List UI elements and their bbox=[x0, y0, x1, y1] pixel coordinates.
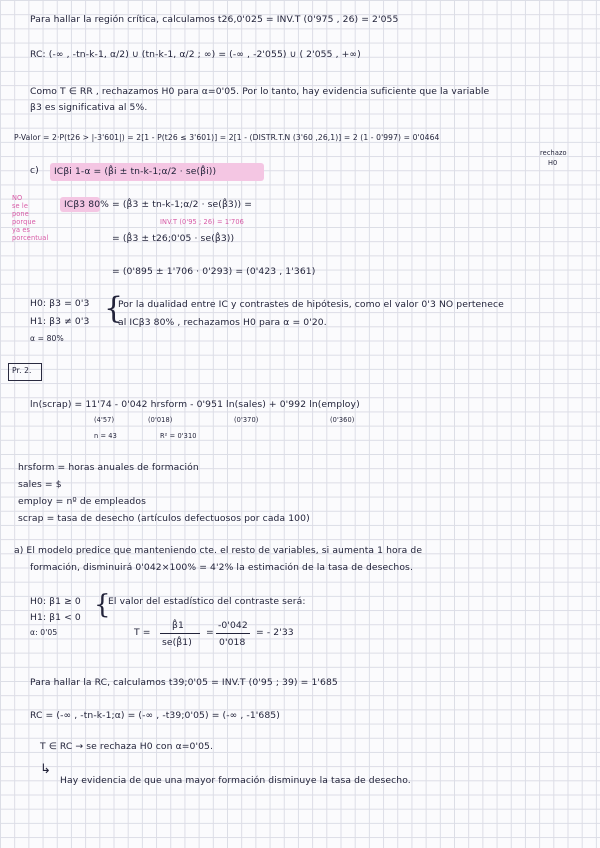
text-t-lhs: T = bbox=[134, 627, 151, 638]
text-se-employ: (0'360) bbox=[330, 416, 355, 424]
text-t-denominator-2: 0'018 bbox=[219, 637, 246, 648]
text-p-value: P-Valor = 2·P(t26 > |-3'601|) = 2[1 - P(t26 ≤ 3'601)] = 2[1 - (DISTR.T.N (3'60 ,26,1)] = 2 (1 - 0'997) = 0'0464 bbox=[14, 133, 440, 142]
text-rc-def: RC: (-∞ , -tn-k-1, α/2) ∪ (tn-k-1, α/2 ; ∞) = (-∞ , -2'055) ∪ ( 2'055 , +∞) bbox=[30, 49, 361, 60]
text-t-eq: = bbox=[206, 627, 214, 638]
text-h0-small: H0 bbox=[548, 159, 558, 167]
text-duality-2: al ICβ3 80% , rechazamos H0 para α = 0'20. bbox=[118, 317, 327, 328]
text-se-sales: (0'370) bbox=[234, 416, 259, 424]
text-n: n = 43 bbox=[94, 432, 117, 440]
text-t-numerator-2: -0'042 bbox=[218, 620, 248, 631]
brace-icon-a: { bbox=[94, 590, 111, 620]
text-h0-duality: H0: β3 = 0'3 bbox=[30, 298, 90, 309]
text-ic-b3-line3: = (0'895 ± 1'706 · 0'293) = (0'423 , 1'361) bbox=[112, 266, 316, 277]
side-note-line-4: porque bbox=[12, 218, 36, 226]
text-h1-a: H1: β1 < 0 bbox=[30, 612, 81, 623]
curved-arrow-icon: ↳ bbox=[40, 762, 51, 777]
label-part-c: c) bbox=[30, 165, 39, 176]
text-rc-def-a: RC = (-∞ , -tn-k-1;α) = (-∞ , -t39;0'05) = (-∞ , -1'685) bbox=[30, 710, 280, 721]
text-statistic-intro: El valor del estadístico del contraste será: bbox=[108, 596, 306, 607]
text-ic-b3-line1: ICβ3 80% = (β̂3 ± tn-k-1;α/2 · se(β̂3)) = bbox=[64, 199, 253, 210]
text-rc-calc-a: Para hallar la RC, calculamos t39;0'05 = INV.T (0'95 ; 39) = 1'685 bbox=[30, 677, 338, 688]
text-critical-region-calc: Para hallar la región crítica, calculamos t26,0'025 = INV.T (0'975 , 26) = 2'055 bbox=[30, 14, 399, 25]
text-h0-a: H0: β1 ≥ 0 bbox=[30, 596, 81, 607]
brace-icon: { bbox=[104, 291, 124, 326]
side-note-line-2: se le bbox=[12, 202, 28, 210]
text-def-sales: sales = $ bbox=[18, 479, 62, 490]
text-ic-b3-line2: = (β̂3 ± t26;0'05 · se(β̂3)) bbox=[112, 233, 235, 244]
text-conclusion-2: β3 es significativa al 5%. bbox=[30, 102, 148, 113]
text-regression-equation: ln(scrap) = 11'74 - 0'042 hrsform - 0'951 ln(sales) + 0'992 ln(employ) bbox=[30, 399, 360, 410]
fraction-bar-1 bbox=[160, 633, 200, 634]
text-h1-duality: H1: β3 ≠ 0'3 bbox=[30, 316, 90, 327]
text-rechazo: rechazo bbox=[540, 149, 567, 157]
text-def-scrap: scrap = tasa de desecho (artículos defectuosos por cada 100) bbox=[18, 513, 310, 524]
text-se-hrsform: (0'018) bbox=[148, 416, 173, 424]
problem-label: Pr. 2. bbox=[12, 366, 32, 375]
text-ic-general-formula: ICβi 1-α = (β̂i ± tn-k-1;α/2 · se(β̂i)) bbox=[54, 166, 217, 177]
text-r2: R² = 0'310 bbox=[160, 432, 197, 440]
side-note-line-1: NO bbox=[12, 194, 23, 202]
text-final-conclusion: Hay evidencia de que una mayor formación disminuye la tasa de desecho. bbox=[60, 775, 411, 786]
text-t-numerator: β̂1 bbox=[172, 620, 184, 631]
text-def-hrsform: hrsform = horas anuales de formación bbox=[18, 462, 199, 473]
side-note-line-5: ya es bbox=[12, 226, 31, 234]
text-alpha-duality: α = 80% bbox=[30, 334, 64, 343]
text-t-denominator: se(β̂1) bbox=[162, 637, 192, 648]
text-alpha-a: α: 0'05 bbox=[30, 628, 58, 637]
side-note-line-6: porcentual bbox=[12, 234, 49, 242]
text-inv-t: INV.T (0'95 ; 26) = 1'706 bbox=[160, 218, 244, 226]
text-se-intercept: (4'57) bbox=[94, 416, 115, 424]
text-t-result: = - 2'33 bbox=[256, 627, 294, 638]
fraction-bar-2 bbox=[216, 633, 250, 634]
text-part-a-2: formación, disminuirá 0'042×100% = 4'2% la estimación de la tasa de desechos. bbox=[30, 562, 413, 573]
text-rc-conclusion: T ∈ RC → se rechaza H0 con α=0'05. bbox=[40, 741, 214, 752]
side-note-line-3: pone bbox=[12, 210, 29, 218]
text-duality-1: Por la dualidad entre IC y contrastes de hipótesis, como el valor 0'3 NO pertenece bbox=[118, 299, 504, 310]
text-conclusion-1: Como T ∈ RR , rechazamos H0 para α=0'05. Por lo tanto, hay evidencia suficiente que la variable bbox=[30, 86, 490, 97]
text-part-a-1: a) El modelo predice que manteniendo cte. el resto de variables, si aumenta 1 hora de bbox=[14, 545, 423, 556]
text-def-employ: employ = nº de empleados bbox=[18, 496, 146, 507]
